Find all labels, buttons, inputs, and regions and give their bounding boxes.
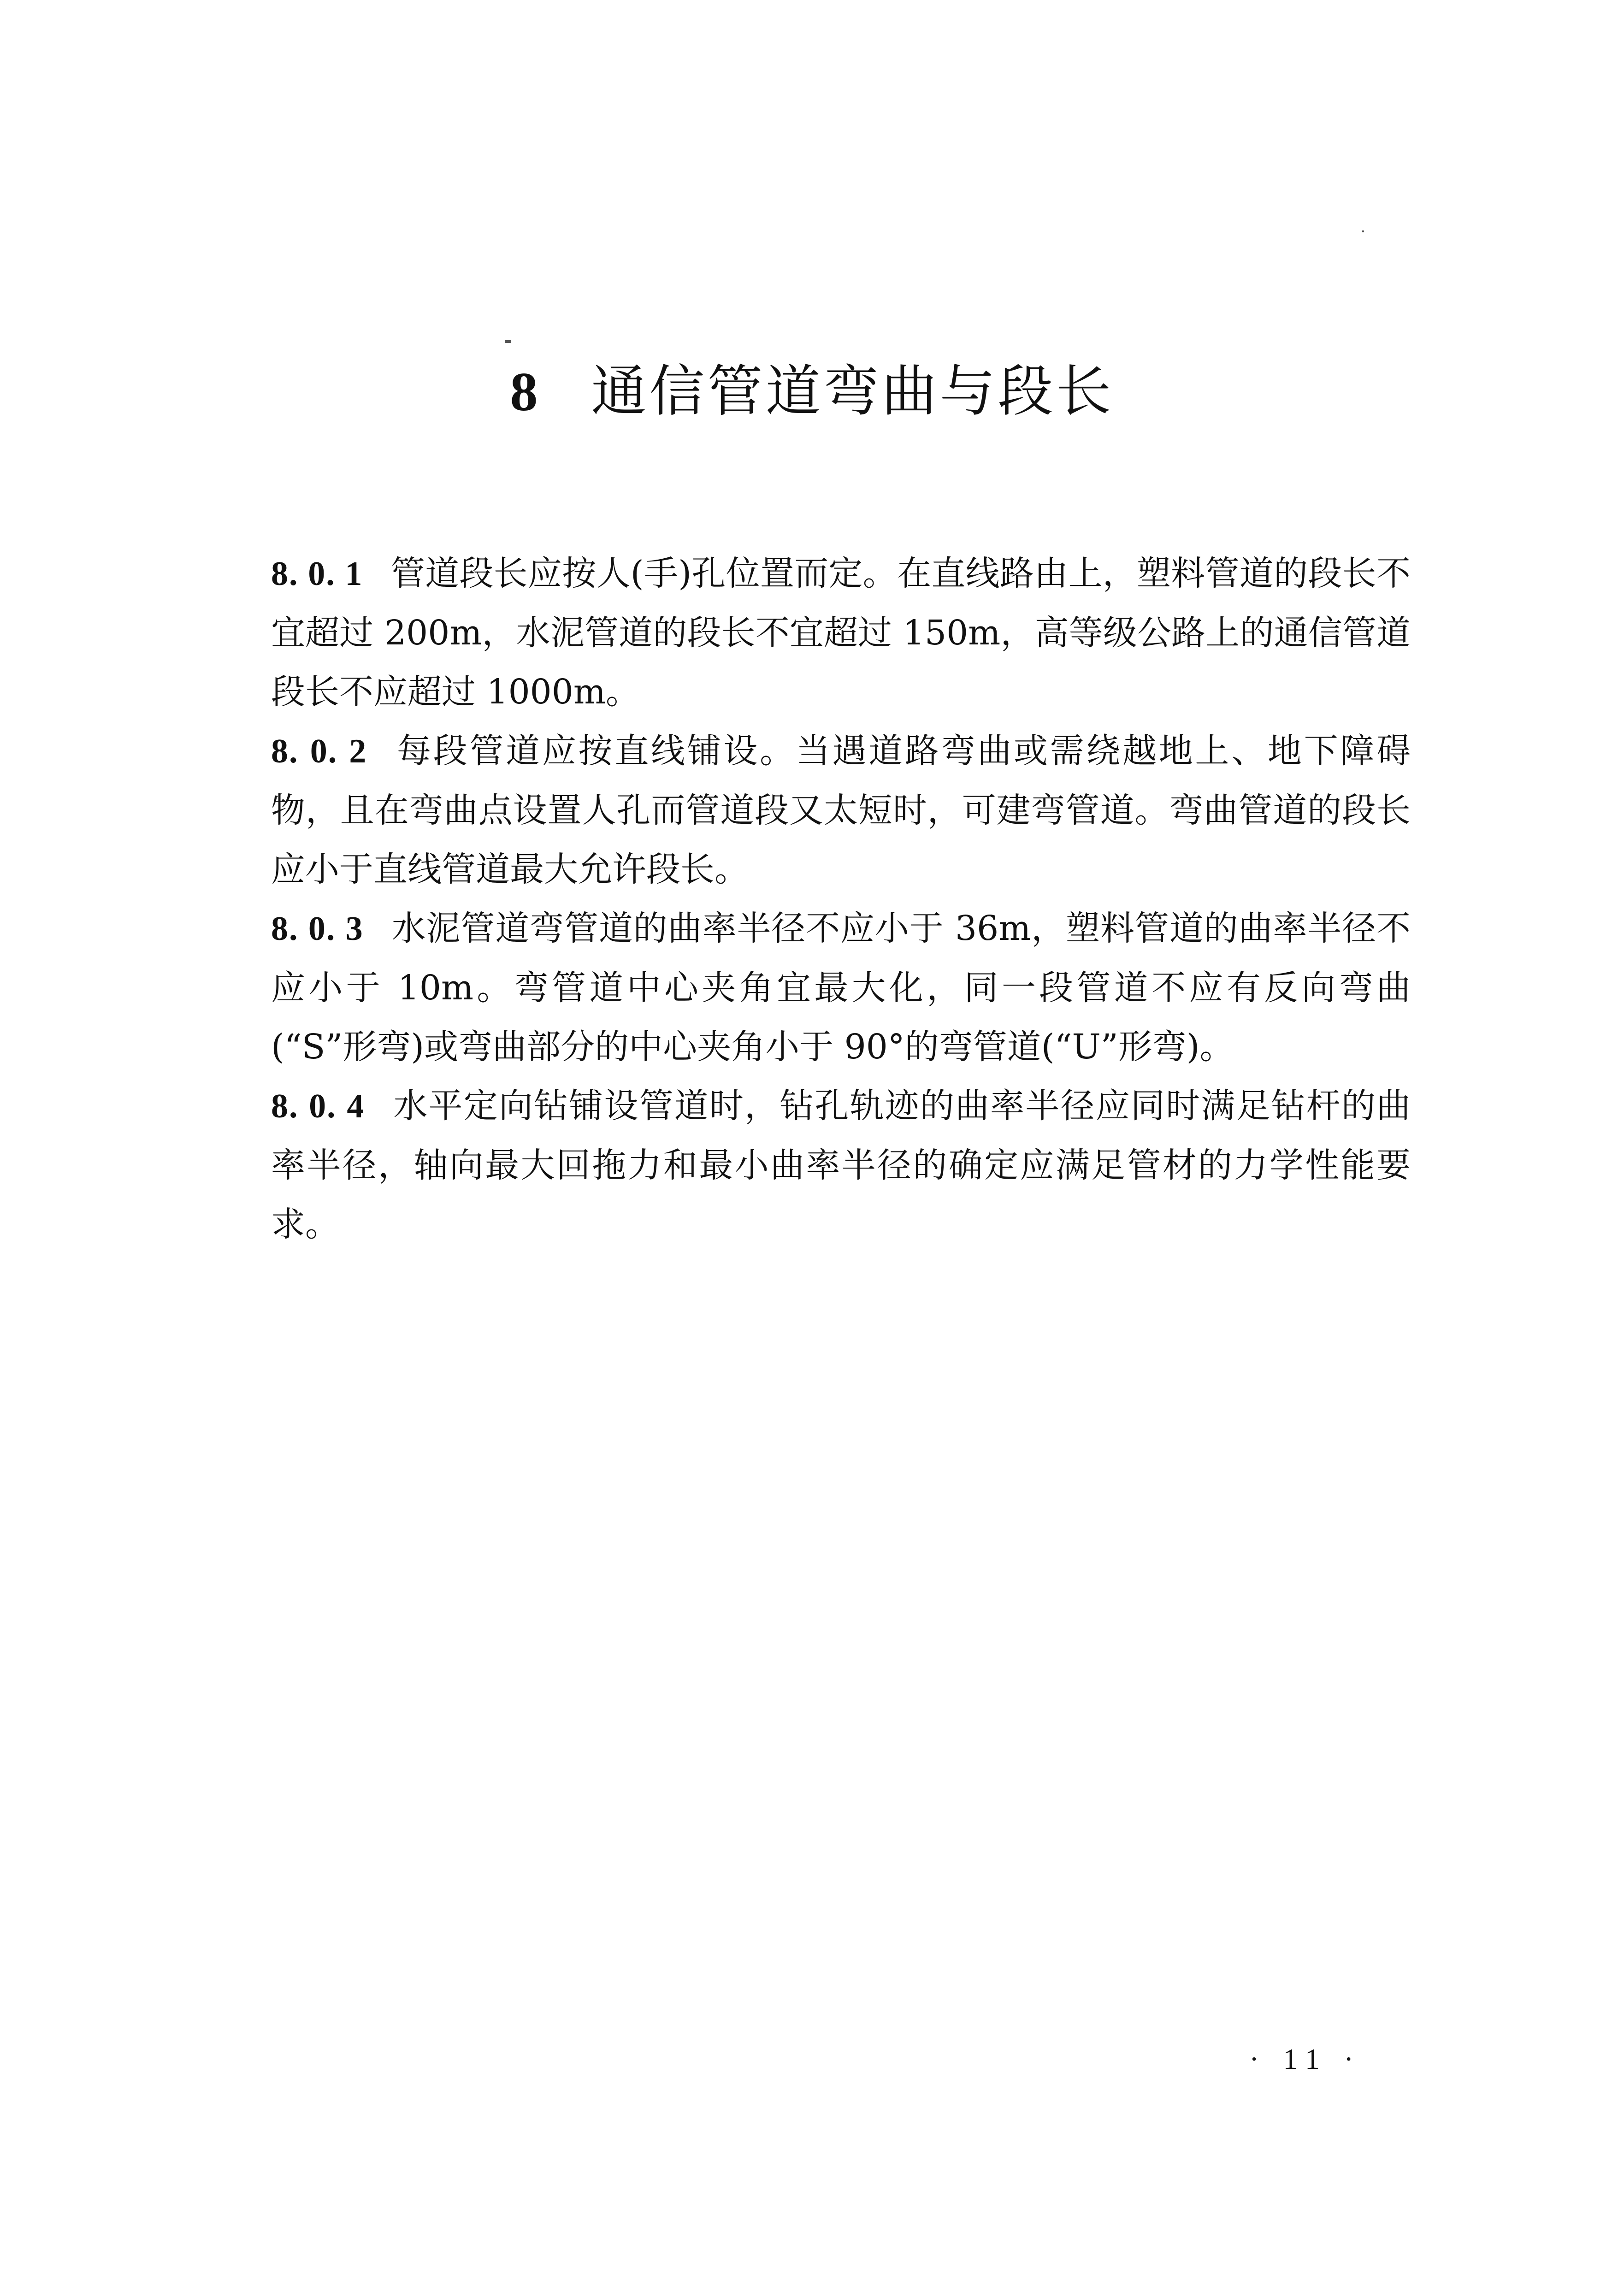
clause-text: 每段管道应按直线铺设。当遇道路弯曲或需绕越地上、地下障碍物，且在弯曲点设置人孔而管道段又太短时，可建弯管道。弯曲管道的段长应小于直线管道最大允许段长。 (271, 731, 1411, 889)
page-number: · 11 · (1249, 2043, 1362, 2075)
clause-number: 8. 0. 3 (271, 910, 364, 948)
clause-list (271, 544, 1411, 1254)
clause-8-0-1 (271, 544, 1411, 721)
clause-8-0-2 (271, 721, 1411, 899)
clause-text: 水泥管道弯管道的曲率半径不应小于 36m，塑料管道的曲率半径不应小于 10m。弯管道中心夹角宜最大化，同一段管道不应有反向弯曲(“S”形弯)或弯曲部分的中心夹角小于 90°的弯管道(“U”形弯)。 (271, 909, 1411, 1067)
clause-8-0-3 (271, 899, 1411, 1076)
chapter-number: 8 (510, 361, 541, 422)
clause-8-0-4 (271, 1076, 1411, 1254)
clause-number: 8. 0. 2 (271, 732, 367, 770)
chapter-title-text: 通信管道弯曲与段长 (591, 360, 1114, 424)
clause-text: 水平定向钻铺设管道时，钻孔轨迹的曲率半径应同时满足钻杆的曲率半径，轴向最大回拖力和最小曲率半径的确定应满足管材的力学性能要求。 (271, 1086, 1411, 1244)
clause-text: 管道段长应按人(手)孔位置而定。在直线路由上，塑料管道的段长不宜超过 200m，水泥管道的段长不宜超过 150m，高等级公路上的通信管道段长不应超过 1000m。 (271, 554, 1411, 712)
clause-number: 8. 0. 4 (271, 1087, 365, 1125)
scan-mark (505, 340, 511, 343)
clause-number: 8. 0. 1 (271, 555, 363, 593)
chapter-title (0, 360, 1624, 424)
scan-mark (1362, 230, 1364, 232)
